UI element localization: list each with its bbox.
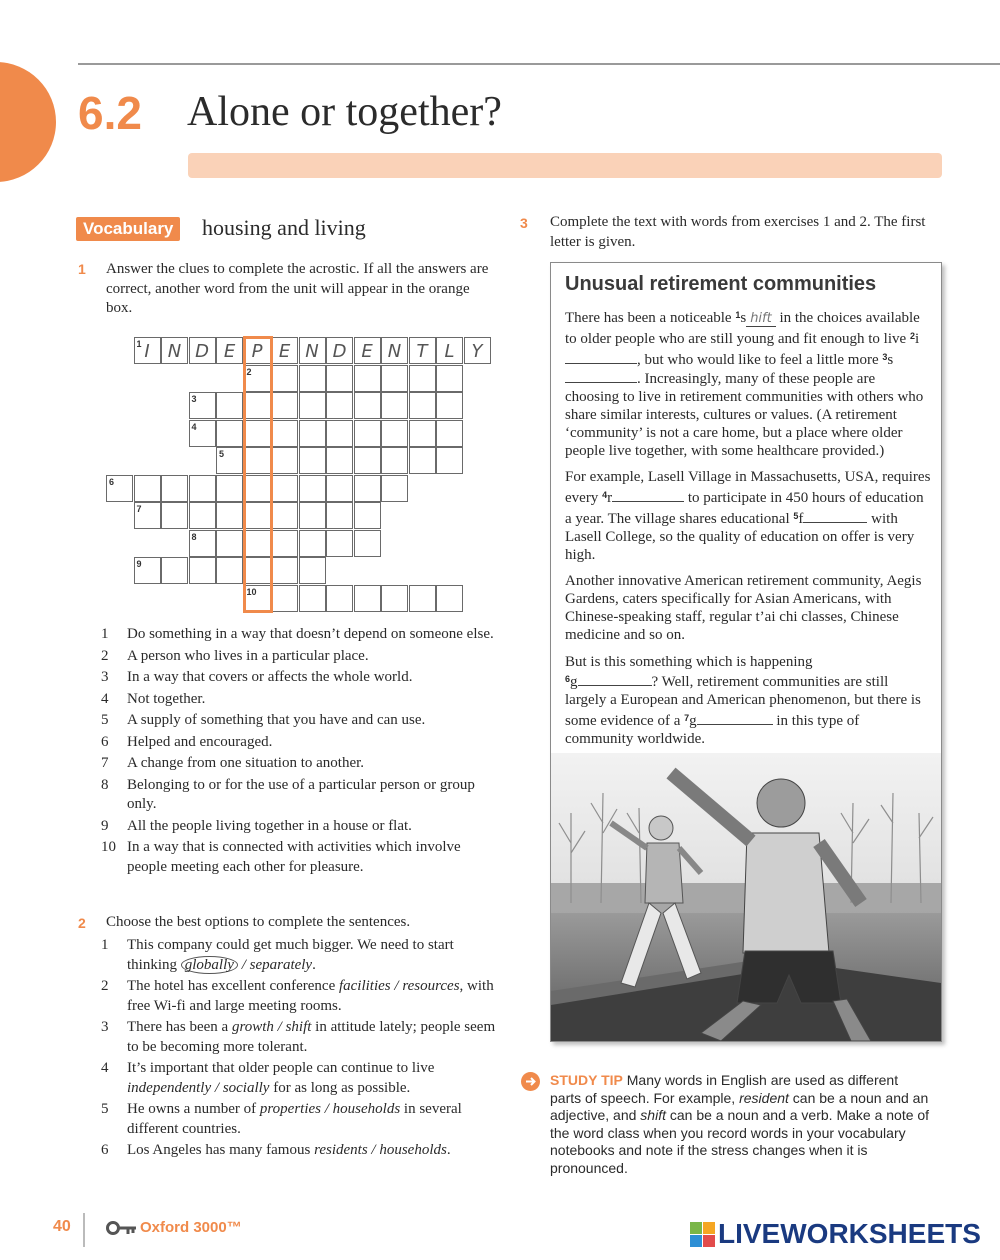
- clue-item: [101, 711, 501, 731]
- grid-cell[interactable]: [106, 475, 133, 502]
- gap-letter: s: [887, 351, 894, 368]
- clue-item-number: 10: [101, 839, 116, 855]
- photo-illustration: [551, 753, 941, 1041]
- grid-cell[interactable]: [354, 447, 381, 474]
- grid-cell[interactable]: [216, 447, 243, 474]
- liveworksheets-brand: LIVEWORKSHEETS: [718, 1218, 981, 1249]
- option-a[interactable]: globally: [181, 956, 238, 974]
- option-a[interactable]: independently: [127, 1079, 212, 1096]
- gap-number: 3: [882, 351, 888, 362]
- clue-item-text: A person who lives in a particular place.: [127, 647, 369, 664]
- grid-cell[interactable]: [189, 530, 216, 557]
- grid-cell[interactable]: [409, 392, 436, 419]
- clue-number: 6: [109, 476, 115, 487]
- gap-letter: f: [798, 510, 804, 527]
- gap-number: 6: [565, 674, 571, 685]
- clue-item: [101, 838, 501, 877]
- sentence-item: [101, 1100, 501, 1139]
- grid-cell[interactable]: [244, 530, 271, 557]
- text: shift: [640, 1107, 666, 1124]
- answer-letter: D: [332, 341, 347, 362]
- grid-cell[interactable]: [271, 557, 298, 584]
- clue-item: [101, 817, 501, 837]
- gap-number: 7: [684, 712, 690, 723]
- text: with Lasell College, so the quality of education on offer is very high.: [565, 510, 915, 563]
- grid-cell[interactable]: [244, 392, 271, 419]
- grid-cell[interactable]: [381, 337, 408, 364]
- grid-cell[interactable]: [326, 585, 353, 612]
- clue-item-number: 8: [101, 776, 109, 793]
- text: There has been a noticeable: [565, 310, 736, 326]
- clue-item-number: 9: [101, 817, 109, 834]
- gap-1-input[interactable]: hift: [746, 311, 776, 327]
- text: in this type of community worldwide.: [565, 712, 860, 747]
- sentence-number: 1: [101, 937, 109, 953]
- text: , but who would like to feel a little more: [637, 351, 883, 368]
- grid-cell[interactable]: [436, 337, 463, 364]
- clue-item-text: In a way that covers or affects the whole world.: [127, 669, 413, 685]
- grid-cell[interactable]: [299, 475, 326, 502]
- text: resident: [739, 1089, 789, 1106]
- grid-cell[interactable]: [436, 392, 463, 419]
- grid-cell[interactable]: [354, 420, 381, 447]
- key-icon: [106, 1219, 138, 1242]
- gap-number: 2: [909, 330, 915, 341]
- clue-item-text: In a way that is connected with activities which involve people meeting each other for pleasure.: [127, 839, 461, 875]
- grid-cell[interactable]: [244, 475, 271, 502]
- grid-cell[interactable]: [244, 502, 271, 529]
- footer-divider: [83, 1213, 85, 1247]
- article-body: [565, 307, 931, 758]
- text: Los Angeles has many famous: [127, 1142, 315, 1158]
- text: , with free Wi-fi and large meeting rooms.: [127, 978, 494, 1014]
- gap-letter: g: [689, 712, 697, 729]
- gap-4-input[interactable]: [612, 488, 684, 502]
- gap-7-input[interactable]: [697, 711, 773, 725]
- answer-letter: E: [223, 341, 236, 362]
- text: .: [312, 956, 316, 973]
- text: ? Well, retirement communities are still largely a European and American phenomenon, but there is some evidence of a: [565, 674, 921, 729]
- exercise-1-number: 1: [78, 261, 86, 277]
- study-tip: [550, 1072, 930, 1178]
- grid-cell[interactable]: [409, 337, 436, 364]
- gap-number: 5: [793, 510, 799, 521]
- exercise-2-instructions: Choose the best options to complete the sentences.: [106, 914, 411, 930]
- vocabulary-tag: Vocabulary: [76, 217, 180, 241]
- option-b[interactable]: households: [332, 1101, 401, 1117]
- separator: /: [211, 1079, 223, 1096]
- grid-cell[interactable]: [134, 502, 161, 529]
- grid-cell[interactable]: [189, 502, 216, 529]
- grid-cell[interactable]: [244, 585, 271, 612]
- grid-cell[interactable]: [271, 475, 298, 502]
- grid-cell[interactable]: [326, 447, 353, 474]
- answer-letter: I: [144, 341, 150, 362]
- sentence-number: 5: [101, 1101, 109, 1117]
- text: He owns a number of: [127, 1101, 260, 1117]
- oxford-3000-label: Oxford 3000™: [140, 1219, 242, 1236]
- grid-cell[interactable]: [464, 337, 491, 364]
- vocabulary-topic: housing and living: [202, 215, 366, 240]
- answer-letter: E: [278, 341, 291, 362]
- grid-cell[interactable]: [216, 557, 243, 584]
- article-box: [550, 262, 942, 1042]
- grid-cell[interactable]: [381, 420, 408, 447]
- text: It’s important that older people can continue to live: [127, 1060, 435, 1076]
- clue-number: 4: [191, 421, 197, 432]
- clue-item-text: A change from one situation to another.: [127, 755, 365, 771]
- clue-item: [101, 690, 501, 710]
- grid-cell[interactable]: [216, 502, 243, 529]
- grid-cell[interactable]: [161, 337, 188, 364]
- answer-letter: P: [251, 341, 263, 362]
- option-a[interactable]: facilities: [338, 978, 391, 994]
- grid-cell[interactable]: [299, 392, 326, 419]
- clue-item-text: Not together.: [127, 690, 206, 707]
- text: The hotel has excellent conference: [127, 978, 339, 994]
- clue-number: 2: [246, 366, 252, 377]
- option-a[interactable]: properties: [259, 1101, 321, 1117]
- sentence-item: [101, 1141, 501, 1161]
- clue-number: 8: [191, 531, 197, 542]
- grid-cell[interactable]: [299, 447, 326, 474]
- gap-2-input[interactable]: [565, 350, 637, 364]
- grid-cell[interactable]: [299, 365, 326, 392]
- text: But is this something which is happening: [565, 653, 813, 670]
- grid-cell[interactable]: [161, 475, 188, 502]
- text: Many words in English are used as different parts of speech. For example,: [550, 1072, 899, 1106]
- grid-cell[interactable]: [189, 420, 216, 447]
- grid-cell[interactable]: [271, 585, 298, 612]
- grid-cell[interactable]: [354, 530, 381, 557]
- sentence-list: [101, 936, 501, 1163]
- top-rule: [78, 63, 1000, 65]
- grid-cell[interactable]: [354, 475, 381, 502]
- separator: /: [273, 1019, 286, 1035]
- exercise-2-number: 2: [78, 915, 86, 931]
- option-a[interactable]: growth: [231, 1019, 274, 1035]
- sentence-text: [127, 1141, 501, 1161]
- answer-letter: N: [387, 341, 402, 362]
- grid-cell[interactable]: [299, 337, 326, 364]
- article-title: Unusual retirement communities: [565, 273, 877, 295]
- grid-cell[interactable]: [326, 337, 353, 364]
- grid-cell[interactable]: [409, 447, 436, 474]
- sentence-text: [127, 1018, 501, 1057]
- unit-number: 6.2: [78, 87, 142, 139]
- grid-cell[interactable]: [271, 365, 298, 392]
- grid-cell[interactable]: [271, 502, 298, 529]
- separator: /: [321, 1101, 333, 1117]
- text: in the choices available to older people who are still young and fit enough to live: [565, 310, 920, 347]
- grid-cell[interactable]: [381, 475, 408, 502]
- separator: /: [237, 956, 250, 973]
- grid-cell[interactable]: [354, 392, 381, 419]
- text: For example, Lasell Village in Massachusetts, USA, requires every: [565, 469, 931, 507]
- clue-item-number: 5: [101, 712, 109, 728]
- grid-cell[interactable]: [161, 557, 188, 584]
- answer-letter: Y: [471, 341, 483, 362]
- answer-letter: L: [444, 341, 455, 362]
- text: in several different countries.: [127, 1101, 462, 1137]
- grid-cell[interactable]: [134, 557, 161, 584]
- clue-item-text: A supply of something that you have and can use.: [127, 712, 426, 728]
- grid-cell[interactable]: [354, 365, 381, 392]
- sentence-item: [101, 977, 501, 1016]
- grid-cell[interactable]: [381, 447, 408, 474]
- answer-letter: T: [416, 341, 428, 362]
- gap-6-input[interactable]: [578, 672, 652, 686]
- clue-item-number: 4: [101, 690, 109, 707]
- grid-cell[interactable]: [409, 365, 436, 392]
- separator: /: [367, 1142, 380, 1158]
- sentence-number: 6: [101, 1142, 109, 1158]
- grid-cell[interactable]: [216, 530, 243, 557]
- sentence-item: [101, 1059, 501, 1098]
- gap-number: 1: [735, 310, 741, 320]
- sentence-text: [127, 936, 501, 975]
- option-b[interactable]: separately: [249, 956, 313, 973]
- grid-cell[interactable]: [244, 365, 271, 392]
- clue-item-text: Belonging to or for the use of a particular person or group only.: [127, 776, 475, 812]
- clue-item: [101, 647, 501, 667]
- clue-item-number: 7: [101, 755, 109, 771]
- clue-item-text: Do something in a way that doesn’t depend on someone else.: [127, 626, 494, 642]
- text: .: [446, 1142, 451, 1158]
- clue-item-number: 6: [101, 733, 109, 750]
- grid-cell[interactable]: [326, 502, 353, 529]
- sentence-text: [127, 977, 501, 1016]
- exercise-1-instructions: Answer the clues to complete the acrostic. If all the answers are correct, another word from the unit will appear in the orange box.: [106, 261, 489, 316]
- gap-letter: i: [914, 330, 920, 347]
- clue-item: [101, 668, 501, 688]
- option-b[interactable]: households: [379, 1142, 447, 1158]
- clue-number: 7: [136, 504, 142, 514]
- gap-letter: s: [740, 310, 747, 326]
- separator: /: [390, 978, 403, 994]
- sentence-item: [101, 936, 501, 975]
- grid-cell[interactable]: [271, 530, 298, 557]
- clue-item-number: 1: [101, 626, 109, 642]
- sentence-item: [101, 1018, 501, 1057]
- gap-letter: g: [570, 674, 578, 691]
- clue-item-number: 3: [101, 669, 109, 685]
- clue-number: 3: [191, 394, 197, 404]
- liveworksheets-logo-icon: [690, 1222, 716, 1253]
- grid-cell[interactable]: [409, 420, 436, 447]
- grid-cell[interactable]: [189, 337, 216, 364]
- study-tip-label: STUDY TIP: [550, 1072, 623, 1088]
- gap-number: 4: [602, 490, 608, 501]
- option-b[interactable]: socially: [222, 1079, 270, 1096]
- grid-cell[interactable]: [299, 420, 326, 447]
- grid-cell[interactable]: [216, 392, 243, 419]
- text: can be a noun and an adjective, and: [550, 1089, 929, 1124]
- text: in attitude lately; people seem to be becoming more tolerant.: [127, 1019, 496, 1055]
- clue-item: [101, 754, 501, 774]
- text: . Increasingly, many of these people are choosing to live in retirement communities with others who share similar interests, cultures or values. (A retirement ‘community’ is not a care home, but a place where older people live together, with some healthcare provided.): [565, 371, 924, 459]
- clue-number: 10: [246, 586, 257, 597]
- clue-item-text: All the people living together in a house or flat.: [127, 817, 412, 834]
- text: This company could get much bigger. We need to start thinking: [127, 937, 454, 973]
- unit-decoration: [0, 62, 56, 182]
- answer-letter: D: [195, 341, 209, 362]
- gap-5-input[interactable]: [803, 509, 867, 523]
- clue-item: [101, 625, 501, 645]
- grid-cell[interactable]: [409, 585, 436, 612]
- clue-number: 9: [136, 559, 142, 569]
- grid-cell[interactable]: [436, 447, 463, 474]
- grid-cell[interactable]: [216, 475, 243, 502]
- sentence-number: 4: [101, 1060, 109, 1076]
- text: Another innovative American retirement community, Aegis Gardens, caters specifically for Asian Americans, with Chinese-speaking staff, regular t’ai chi classes, Chinese medicine and so on.: [565, 573, 922, 643]
- grid-cell[interactable]: [436, 585, 463, 612]
- arrow-right-icon: [521, 1072, 540, 1091]
- grid-cell[interactable]: [134, 475, 161, 502]
- gap-letter: r: [607, 490, 613, 507]
- grid-cell[interactable]: [381, 392, 408, 419]
- acrostic-grid: [106, 337, 496, 615]
- text: for as long as possible.: [269, 1079, 411, 1096]
- grid-cell[interactable]: [326, 420, 353, 447]
- grid-cell[interactable]: [244, 337, 271, 364]
- clue-item: [101, 733, 501, 753]
- text: can be a noun and a verb. Make a note of the word class when you record words in your vocabulary notebooks and note if the stress changes when it is pronounced.: [550, 1107, 930, 1176]
- grid-cell[interactable]: [299, 557, 326, 584]
- option-b[interactable]: shift: [285, 1019, 312, 1035]
- grid-cell[interactable]: [354, 585, 381, 612]
- grid-cell[interactable]: [189, 557, 216, 584]
- text: to participate in 450 hours of education a year. The village shares educational: [565, 490, 924, 527]
- tai-chi-photo: [551, 753, 941, 1041]
- grid-cell[interactable]: [436, 365, 463, 392]
- grid-cell[interactable]: [189, 392, 216, 419]
- grid-cell[interactable]: [271, 420, 298, 447]
- grid-cell[interactable]: [381, 365, 408, 392]
- grid-cell[interactable]: [244, 447, 271, 474]
- exercise-3-instructions: Complete the text with words from exercises 1 and 2. The first letter is given.: [550, 214, 926, 250]
- clue-number: 5: [219, 449, 225, 459]
- grid-cell[interactable]: [326, 475, 353, 502]
- sentence-text: [127, 1100, 501, 1139]
- grid-cell[interactable]: [216, 420, 243, 447]
- exercise-3-number: 3: [520, 215, 528, 231]
- text: There has been a: [127, 1019, 232, 1035]
- grid-cell[interactable]: [299, 530, 326, 557]
- clue-item: [101, 776, 501, 815]
- gap-3-input[interactable]: [565, 369, 637, 383]
- grid-cell[interactable]: [244, 420, 271, 447]
- grid-cell[interactable]: [189, 475, 216, 502]
- answer-letter: N: [305, 341, 319, 362]
- grid-cell[interactable]: [354, 502, 381, 529]
- grid-cell[interactable]: [436, 420, 463, 447]
- option-b[interactable]: resources: [402, 978, 460, 994]
- grid-cell[interactable]: [354, 337, 381, 364]
- grid-cell[interactable]: [271, 447, 298, 474]
- grid-cell[interactable]: [299, 585, 326, 612]
- answer-letter: E: [361, 341, 373, 362]
- grid-cell[interactable]: [216, 337, 243, 364]
- grid-cell[interactable]: [326, 530, 353, 557]
- grid-cell[interactable]: [244, 557, 271, 584]
- title-bar: [188, 153, 942, 178]
- clue-item-text: Helped and encouraged.: [127, 733, 273, 750]
- sentence-number: 2: [101, 978, 109, 994]
- sentence-text: [127, 1059, 501, 1098]
- grid-cell[interactable]: [161, 502, 188, 529]
- sentence-number: 3: [101, 1019, 109, 1035]
- grid-cell[interactable]: [271, 392, 298, 419]
- grid-cell[interactable]: [381, 585, 408, 612]
- grid-cell[interactable]: [326, 392, 353, 419]
- clue-item-number: 2: [101, 647, 109, 664]
- grid-cell[interactable]: [299, 502, 326, 529]
- page-title: Alone or together?: [187, 89, 502, 135]
- clue-list: [101, 625, 501, 879]
- page-number: 40: [53, 1218, 71, 1235]
- grid-cell[interactable]: [134, 337, 161, 364]
- answer-letter: N: [167, 341, 182, 362]
- grid-cell[interactable]: [271, 337, 298, 364]
- option-a[interactable]: residents: [314, 1142, 368, 1158]
- grid-cell[interactable]: [326, 365, 353, 392]
- clue-number: 1: [136, 339, 142, 349]
